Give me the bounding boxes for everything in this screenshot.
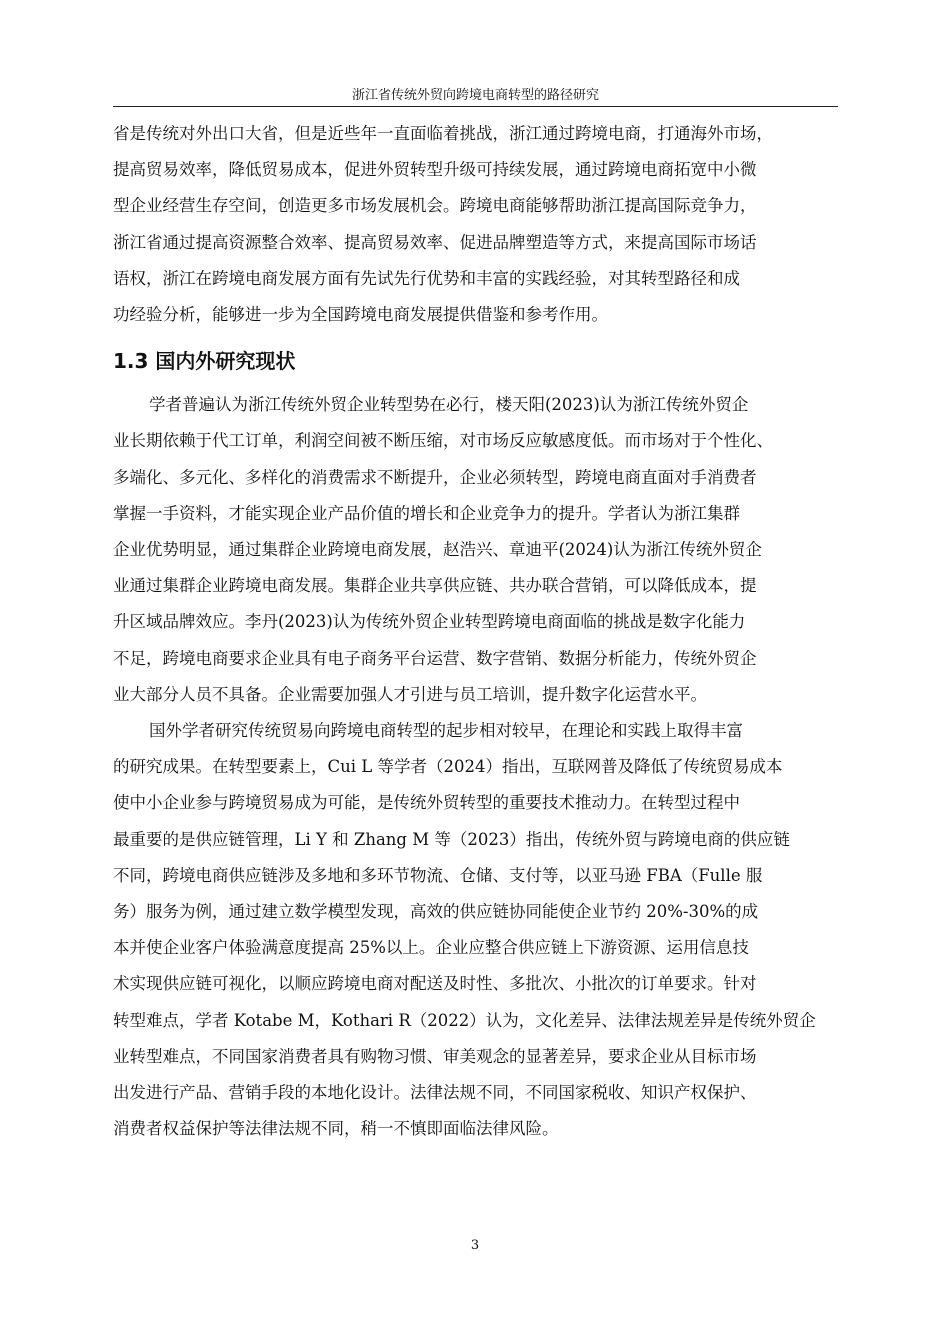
text-line: 最重要的是供应链管理，Li Y 和 Zhang M 等（2023）指出，传统外贸与跨境电商的供应链 <box>113 829 790 849</box>
text-line: 功经验分析，能够进一步为全国跨境电商发展提供借鉴和参考作用。 <box>113 305 608 325</box>
text-line: 本并使企业客户体验满意度提高 25%以上。企业应整合供应链上下游资源、运用信息技 <box>113 938 749 958</box>
text-line: 业大部分人员不具备。企业需要加强人才引进与员工培训，提升数字化运营水平。 <box>113 684 707 704</box>
text-line: 升区域品牌效应。李丹(2023)认为传统外贸企业转型跨境电商面临的挑战是数字化能力 <box>113 612 746 632</box>
page-number: 3 <box>470 1238 480 1253</box>
text-line: 掌握一手资料，才能实现企业产品价值的增长和企业竞争力的提升。学者认为浙江集群 <box>113 503 740 523</box>
text-line: 不同，跨境电商供应链涉及多地和多环节物流、仓储、支付等，以亚马逊 FBA（Fulle 服 <box>113 865 763 885</box>
text-line: 学者普遍认为浙江传统外贸企业转型势在必行，楼天阳(2023)认为浙江传统外贸企 <box>149 395 749 415</box>
text-line: 使中小企业参与跨境贸易成为可能，是传统外贸转型的重要技术推动力。在转型过程中 <box>113 793 740 813</box>
page-body <box>113 116 838 1147</box>
text-line: 型企业经营生存空间，创造更多市场发展机会。跨境电商能够帮助浙江提高国际竞争力， <box>113 196 757 216</box>
text-line: 不足，跨境电商要求企业具有电子商务平台运营、数字营销、数据分析能力，传统外贸企 <box>113 648 757 668</box>
text-line: 业转型难点，不同国家消费者具有购物习惯、审美观念的显著差异，要求企业从目标市场 <box>113 1046 757 1066</box>
section-heading: 1.3 国内外研究现状 <box>113 349 296 374</box>
foreign-research-paragraph <box>113 713 838 1147</box>
text-line: 浙江省通过提高资源整合效率、提高贸易效率、促进品牌塑造等方式，来提高国际市场话 <box>113 232 757 252</box>
text-line: 多端化、多元化、多样化的消费需求不断提升，企业必须转型，跨境电商直面对手消费者 <box>113 467 757 487</box>
text-line: 省是传统对外出口大省，但是近些年一直面临着挑战，浙江通过跨境电商，打通海外市场， <box>113 124 773 143</box>
text-line: 业通过集群企业跨境电商发展。集群企业共享供应链、共办联合营销，可以降低成本，提 <box>113 576 757 596</box>
running-header: 浙江省传统外贸向跨境电商转型的路径研究 <box>351 88 599 103</box>
text-line: 术实现供应链可视化，以顺应跨境电商对配送及时性、多批次、小批次的订单要求。针对 <box>113 974 757 994</box>
text-line: 消费者权益保护等法律法规不同，稍一不慎即面临法律风险。 <box>113 1119 559 1139</box>
text-line: 务）服务为例，通过建立数学模型发现，高效的供应链协同能使企业节约 20%-30%的成 <box>113 902 759 922</box>
header-rule <box>113 106 838 107</box>
text-line: 业长期依赖于代工订单，利润空间被不断压缩，对市场反应敏感度低。而市场对于个性化、 <box>113 431 773 451</box>
text-line: 的研究成果。在转型要素上，Cui L 等学者（2024）指出，互联网普及降低了传统贸易成本 <box>113 757 783 777</box>
text-line: 转型难点，学者 Kotabe M，Kothari R（2022）认为，文化差异、法律法规差异是传统外贸企 <box>113 1010 816 1030</box>
text-line: 企业优势明显，通过集群企业跨境电商发展，赵浩兴、章迪平(2024)认为浙江传统外贸企 <box>113 540 762 560</box>
domestic-research-paragraph <box>113 387 838 713</box>
text-line: 国外学者研究传统贸易向跨境电商转型的起步相对较早，在理论和实践上取得丰富 <box>149 721 743 741</box>
text-line: 提高贸易效率，降低贸易成本，促进外贸转型升级可持续发展，通过跨境电商拓宽中小微 <box>113 160 757 180</box>
text-line: 语权，浙江在跨境电商发展方面有先试先行优势和丰富的实践经验，对其转型路径和成 <box>113 268 740 288</box>
intro-paragraph <box>113 116 838 333</box>
text-line: 出发进行产品、营销手段的本地化设计。法律法规不同，不同国家税收、知识产权保护、 <box>113 1083 757 1103</box>
